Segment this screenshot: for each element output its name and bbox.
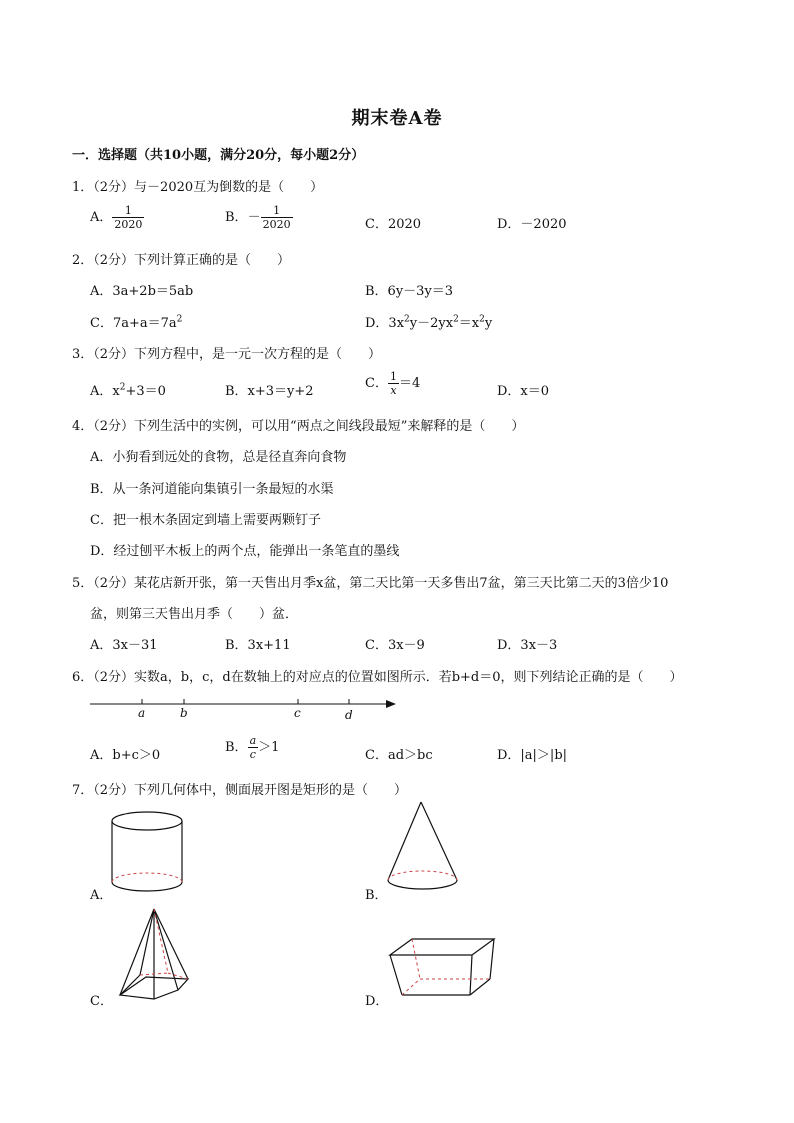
denominator: x <box>388 383 399 397</box>
question-3-stem: 3．（2分）下列方程中，是一元一次方程的是（ ） <box>72 347 382 362</box>
option-label: B． <box>225 740 248 755</box>
option-label: B． <box>225 210 248 225</box>
option-label: C． <box>365 376 388 391</box>
question-4-option-a: A．小狗看到远处的食物，总是径直奔向食物 <box>90 450 347 465</box>
question-6-stem: 6．（2分）实数a，b，c，d在数轴上的对应点的位置如图所示．若b+d＝0，则下列结论正确的是（ ） <box>72 670 683 685</box>
text: y <box>484 316 493 331</box>
exponent: 2 <box>404 314 410 325</box>
question-4-option-d: D．经过刨平木板上的两个点，能弹出一条笔直的墨线 <box>90 544 400 559</box>
fraction <box>261 204 293 231</box>
exponent: 2 <box>479 314 485 325</box>
denominator: 2020 <box>262 218 291 231</box>
section-heading: 一．选择题（共10小题，满分20分，每小题2分） <box>72 148 365 163</box>
question-5-stem-line1: 5．（2分）某花店新开张，第一天售出月季x盆，第二天比第一天多售出7盆，第三天比第二天的3倍少10 <box>72 576 669 591</box>
question-7-option-c: C． <box>90 994 113 1009</box>
axis-label-a: a <box>138 706 146 720</box>
question-5-option-b: B．3x+11 <box>225 638 291 653</box>
axis-label-c: c <box>294 706 301 720</box>
question-3-option-c <box>365 370 420 397</box>
numerator: 1 <box>273 204 281 217</box>
numerator: 1 <box>124 204 132 217</box>
question-6-option-c: C．ad＞bc <box>365 748 433 763</box>
question-3-option-d: D．x＝0 <box>497 384 550 399</box>
question-2-stem: 2．（2分）下列计算正确的是（ ） <box>72 253 291 268</box>
question-5-stem-line2: 盆，则第三天售出月季（ ）盆． <box>90 607 299 622</box>
exponent: 2 <box>176 314 183 325</box>
axis-arrow <box>386 700 396 708</box>
numerator: a <box>249 734 257 747</box>
text: ＝4 <box>398 376 421 391</box>
question-6-option-b <box>225 734 279 761</box>
question-3-option-b: B．x+3＝y+2 <box>225 384 314 399</box>
question-1-option-a <box>90 204 144 231</box>
denominator: 2020 <box>114 218 143 231</box>
page-title: 期末卷A卷 <box>351 108 443 129</box>
number-line-figure <box>88 690 400 726</box>
fraction <box>248 734 259 761</box>
minus-sign: － <box>247 210 261 225</box>
question-7-option-a: A． <box>90 888 113 903</box>
axis-label-d: d <box>345 708 353 722</box>
text: y－2yx <box>409 316 454 331</box>
text: ＞1 <box>258 740 280 755</box>
question-5-option-c: C．3x－9 <box>365 638 425 653</box>
prism-figure <box>388 935 500 1001</box>
text: C．7a+a＝7a <box>90 316 177 331</box>
cylinder-figure <box>110 810 190 896</box>
question-1-option-c: C．2020 <box>365 217 422 232</box>
option-label: A． <box>90 210 113 225</box>
question-4-option-c: C．把一根木条固定到墙上需要两颗钉子 <box>90 513 321 528</box>
text: +3＝0 <box>125 384 166 399</box>
question-2-option-c <box>90 312 182 331</box>
question-1-stem: 1．（2分）与－2020互为倒数的是（ ） <box>72 180 324 195</box>
question-6-option-a: A．b+c＞0 <box>90 748 161 763</box>
hexagonal-pyramid-figure <box>110 905 200 1003</box>
question-1-option-d: D．－2020 <box>497 217 567 232</box>
question-7-option-b: B． <box>365 888 388 903</box>
text: D．3x <box>365 316 405 331</box>
numerator: 1 <box>389 370 397 383</box>
exponent: 2 <box>119 382 126 393</box>
cone-figure <box>385 800 465 892</box>
fraction <box>112 204 144 231</box>
question-7-option-d: D． <box>365 994 389 1009</box>
question-3-option-a <box>90 380 166 399</box>
text: A．x <box>90 384 120 399</box>
question-7-stem: 7．（2分）下列几何体中，侧面展开图是矩形的是（ ） <box>72 783 408 798</box>
denominator: c <box>248 747 259 761</box>
question-2-option-a: A．3a+2b＝5ab <box>90 284 194 299</box>
text: ＝x <box>458 316 480 331</box>
question-4-stem: 4．（2分）下列生活中的实例，可以用“两点之间线段最短”来解释的是（ ） <box>72 419 525 434</box>
question-5-option-a: A．3x－31 <box>90 638 158 653</box>
question-5-option-d: D．3x－3 <box>497 638 558 653</box>
fraction <box>388 370 399 397</box>
question-2-option-b: B．6y－3y＝3 <box>365 284 454 299</box>
axis-label-b: b <box>180 706 188 720</box>
question-6-option-d: D．|a|＞|b| <box>497 748 568 763</box>
exponent: 2 <box>453 314 459 325</box>
question-2-option-d <box>365 312 492 331</box>
question-1-option-b <box>225 204 293 231</box>
question-4-option-b: B．从一条河道能向集镇引一条最短的水渠 <box>90 482 334 497</box>
